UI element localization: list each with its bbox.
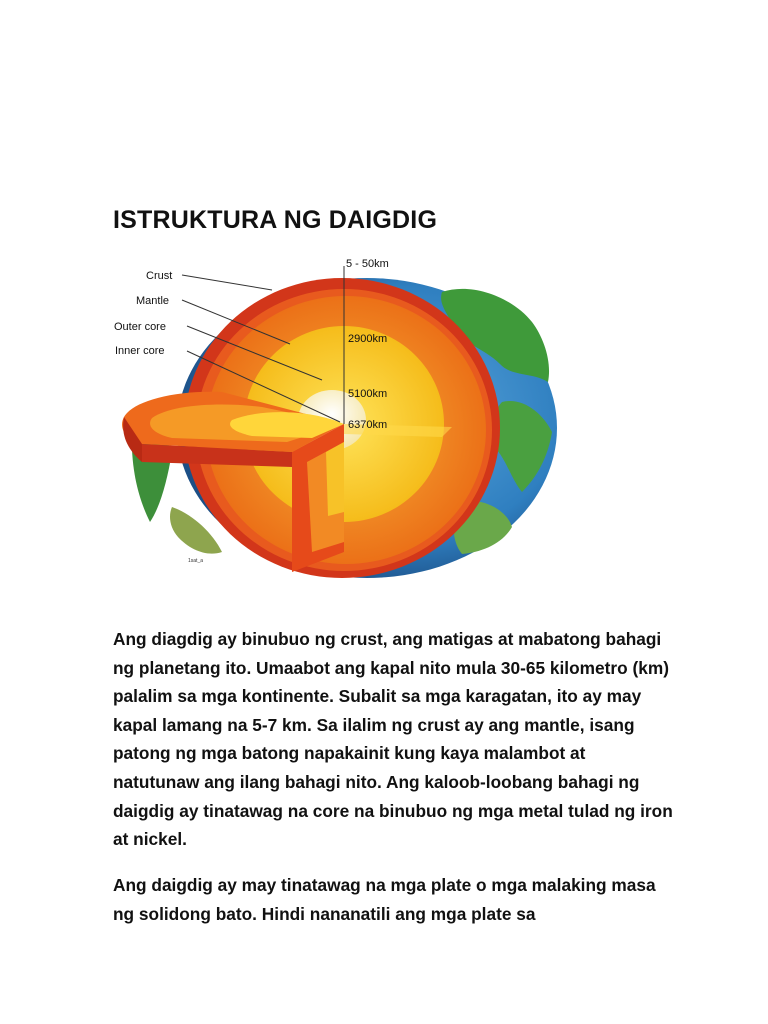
depth-crust: 5 - 50km [346, 258, 389, 270]
depth-outer-core: 5100km [348, 388, 388, 400]
label-mantle: Mantle [136, 295, 170, 307]
label-crust: Crust [146, 270, 173, 282]
depth-mantle: 2900km [348, 333, 388, 345]
label-inner-core: Inner core [115, 345, 165, 357]
earth-cutaway-diagram [112, 252, 562, 582]
body-paragraph: Ang daigdig ay may tinatawag na mga plate o mga malaking masa ng solidong bato. Hindi nananatili ang mga plate sa [113, 875, 656, 924]
earth-structure-figure [112, 252, 562, 582]
label-outer-core: Outer core [114, 321, 166, 333]
body-paragraph: Ang diagdig ay binubuo ng crust, ang matigas at mabatong bahagi ng planetang ito. Umaabot ang kapal nito mula 30-65 kilometro (km) palalim sa mga kontinente. Subalit sa mga karagatan, ito ay may kapal lamang na 5-7 km. Sa ilalim ng crust ay ang mantle, isang patong ng mga batong napakainit kung kaya malambot at natutunaw ang ilang bahagi nito. Ang kaloob-loobang bahagi ng daigdig ay tinatawag na core na binubuo ng mga metal tulad ng iron at nickel. [113, 629, 673, 850]
depth-inner-core: 6370km [348, 419, 388, 431]
page-title: ISTRUKTURA NG DAIGDIG [113, 206, 438, 234]
figure-credit: 1sat_a [188, 558, 204, 564]
